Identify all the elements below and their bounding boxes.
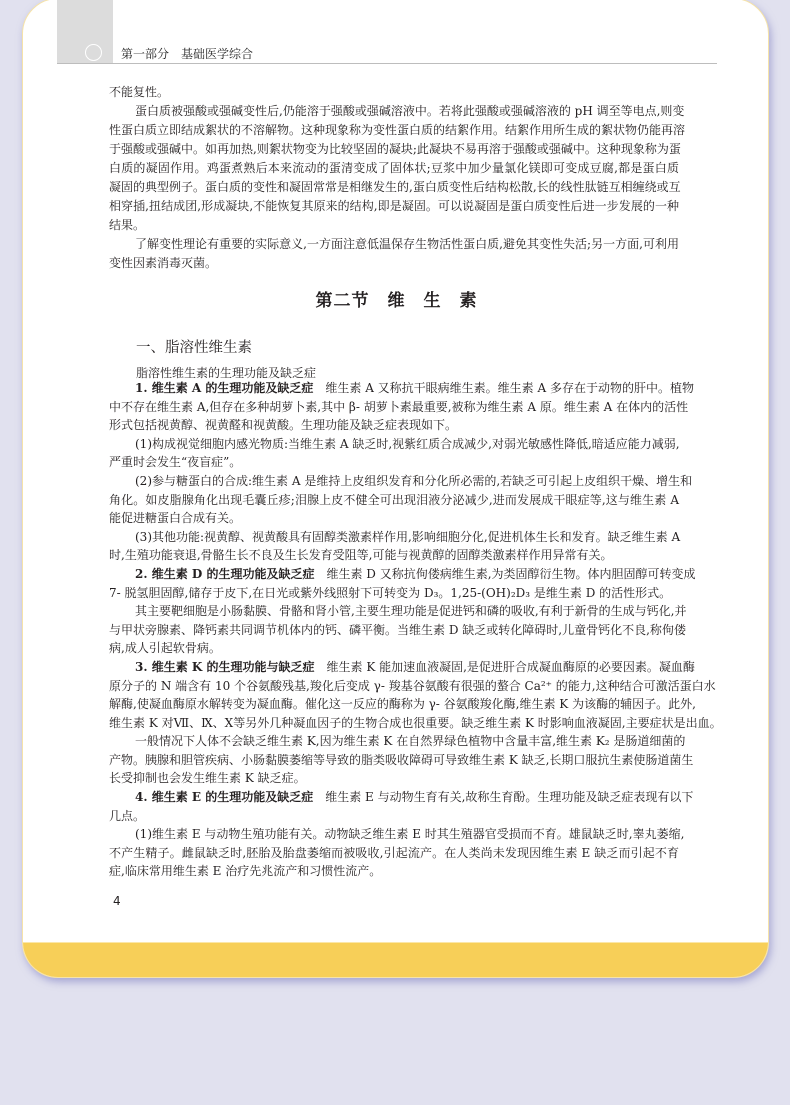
text-line: [109, 658, 695, 677]
text-line: 产物。胰腺和胆管疾病、小肠黏膜萎缩等导致的脂类吸收障碍可导致维生素 K 缺乏,长期口服抗生素使肠道菌生: [109, 752, 694, 767]
text-line: [109, 565, 696, 584]
text-line: 症,临床常用维生素 E 治疗先兆流产和习惯性流产。: [109, 864, 382, 879]
text-line: [109, 788, 694, 807]
subsection-lead: 3. 维生素 K 的生理功能与缺乏症: [135, 659, 315, 674]
footer-band: [23, 942, 768, 977]
paragraph: [109, 528, 679, 565]
text-line: 与甲状旁腺素、降钙素共同调节机体内的钙、磷平衡。当维生素 D 缺乏或转化障碍时,儿童骨钙化不良,称佝偻: [109, 622, 686, 637]
paragraph: [109, 732, 694, 788]
text-line: 了解变性理论有重要的实际意义,一方面注意低温保存生物活性蛋白质,避免其变性失活;另一方面,可利用: [135, 237, 679, 251]
header-divider: [57, 63, 717, 64]
text-line: (1)构成视觉细胞内感光物质:当维生素 A 缺乏时,视紫红质合成减少,对弱光敏感性降低,暗适应能力减弱,: [135, 436, 680, 451]
page-number: 4: [113, 894, 121, 908]
text-line: 白质的凝固作用。鸡蛋煮熟后本来流动的蛋清变成了固体状;豆浆中加少量氯化镁即可变成豆腐,都是蛋白质: [109, 161, 679, 175]
text-line: 一般情况下人体不会缺乏维生素 K,因为维生素 K 在自然界绿色植物中含量丰富,维生素 K₂ 是肠道细菌的: [135, 734, 686, 749]
paragraph: [109, 379, 694, 435]
text-line: 维生素 K 对Ⅶ、Ⅸ、Ⅹ等另外几种凝血因子的生物合成也很重要。缺乏维生素 K 时影响血液凝固,主要症状是出血。: [109, 715, 722, 730]
vitamin-text: [109, 379, 722, 881]
paragraph: [109, 83, 679, 102]
text-line: 不产生精子。雌鼠缺乏时,胚胎及胎盘萎缩而被吸收,引起流产。在人类尚未发现因维生素 E 缺乏而引起不育: [109, 845, 679, 860]
heading-level-1: 一、脂溶性维生素: [136, 340, 252, 356]
line-text: 维生素 A 又称抗干眼病维生素。维生素 A 多存在于动物的肝中。植物: [313, 381, 694, 395]
subsection-lead: 4. 维生素 E 的生理功能及缺乏症: [135, 790, 314, 805]
subsection-lead: 1. 维生素 A 的生理功能及缺乏症: [135, 381, 314, 395]
running-header: 第一部分 基础医学综合: [121, 47, 254, 61]
line-text: 维生素 E 与动物生育有关,故称生育酚。生理功能及缺乏症表现有以下: [313, 790, 694, 805]
paragraph: [109, 565, 696, 602]
paragraph: [109, 788, 694, 825]
heading-level-2: 脂溶性维生素的生理功能及缺乏症: [136, 366, 317, 380]
subsection-lead: 2. 维生素 D 的生理功能及缺乏症: [135, 566, 315, 581]
text-line: 角化。如皮脂腺角化出现毛囊丘疹;泪腺上皮不健全可出现泪液分泌减少,进而发展成干眼症等,这与维生素 A: [109, 492, 679, 507]
text-line: 病,成人引起软骨病。: [109, 641, 221, 656]
text-line: 变性因素消毒灭菌。: [109, 256, 218, 270]
text-line: 能促进糖蛋白合成有关。: [109, 511, 242, 526]
text-line: 长受抑制也会发生维生素 K 缺乏症。: [109, 771, 306, 786]
text-line: 时,生殖功能衰退,骨骼生长不良及生长发育受阻等,可能与视黄醇的固醇类激素样作用异常有关。: [109, 548, 613, 563]
publisher-logo-icon: [85, 44, 102, 61]
text-line: 原分子的 N 端含有 10 个谷氨酸残基,羧化后变成 γ- 羧基谷氨酸有很强的螯合 Ca²⁺ 的能力,这种结合可激活蛋白水: [109, 678, 716, 693]
text-line: 性蛋白质立即结成絮状的不溶解物。这种现象称为变性蛋白质的结絮作用。结絮作用所生成的絮状物仍能再溶: [109, 123, 686, 137]
paragraph: [109, 658, 722, 732]
intro-text: [109, 83, 686, 273]
text-line: (2)参与糖蛋白的合成:维生素 A 是维持上皮组织发育和分化所必需的,若缺乏可引起上皮组织干燥、增生和: [135, 473, 693, 488]
text-line: 相穿插,扭结成团,形成凝块,不能恢复其原来的结构,即是凝固。可以说凝固是蛋白质变性后进一步发展的一种: [109, 199, 679, 213]
text-line: 不能复性。: [109, 85, 170, 99]
text-line: 几点。: [109, 808, 146, 823]
paragraph: [109, 435, 679, 472]
text-line: (3)其他功能:视黄醇、视黄酸具有固醇类激素样作用,影响细胞分化,促进机体生长和发育。缺乏维生素 A: [135, 529, 681, 544]
text-line: (1)维生素 E 与动物生殖功能有关。动物缺乏维生素 E 时其生殖器官受损而不育。雄鼠缺乏时,睾丸萎缩,: [135, 827, 685, 842]
paragraph: [109, 235, 679, 273]
text-line: 形式包括视黄醇、视黄醛和视黄酸。生理功能及缺乏症表现如下。: [109, 418, 458, 433]
text-line: 结果。: [109, 218, 146, 232]
paragraph: [109, 825, 685, 881]
text-line: 严重时会发生“夜盲症”。: [109, 455, 242, 470]
text-line: 中不存在维生素 A,但存在多种胡萝卜素,其中 β- 胡萝卜素最重要,被称为维生素 A 原。维生素 A 在体内的活性: [109, 399, 689, 414]
text-line: 7- 脱氢胆固醇,储存于皮下,在日光或紫外线照射下可转变为 D₃。1,25-(OH)₂D₃ 是维生素 D 的活性形式。: [109, 585, 672, 600]
text-line: 解酶,使凝血酶原水解转变为凝血酶。催化这一反应的酶称为 γ- 谷氨酸羧化酶,维生素 K 为该酶的辅因子。此外,: [109, 697, 696, 712]
line-text: 维生素 K 能加速血液凝固,是促进肝合成凝血酶原的必要因素。凝血酶: [314, 659, 695, 674]
paragraph: [109, 602, 687, 658]
section-title: 第二节 维 生 素: [315, 291, 478, 311]
text-line: [109, 379, 694, 398]
paragraph: [109, 472, 693, 528]
paragraph: [109, 102, 686, 235]
text-line: 蛋白质被强酸或强碱变性后,仍能溶于强酸或强碱溶液中。若将此强酸或强碱溶液的 pH 调至等电点,则变: [135, 104, 685, 118]
line-text: 维生素 D 又称抗佝偻病维生素,为类固醇衍生物。体内胆固醇可转变成: [314, 566, 696, 581]
book-page: [22, 0, 769, 978]
text-line: 于强酸或强碱中。如再加热,则絮状物变为比较坚固的凝块;此凝块不易再溶于强酸或强碱中。这种现象称为蛋: [109, 142, 681, 156]
text-line: 其主要靶细胞是小肠黏膜、骨骼和肾小管,主要生理功能是促进钙和磷的吸收,有利于新骨的生成与钙化,并: [135, 604, 687, 619]
text-line: 凝固的典型例子。蛋白质的变性和凝固常常是相继发生的,蛋白质变性后结构松散,长的线性肽链互相缠绕或互: [109, 180, 681, 194]
